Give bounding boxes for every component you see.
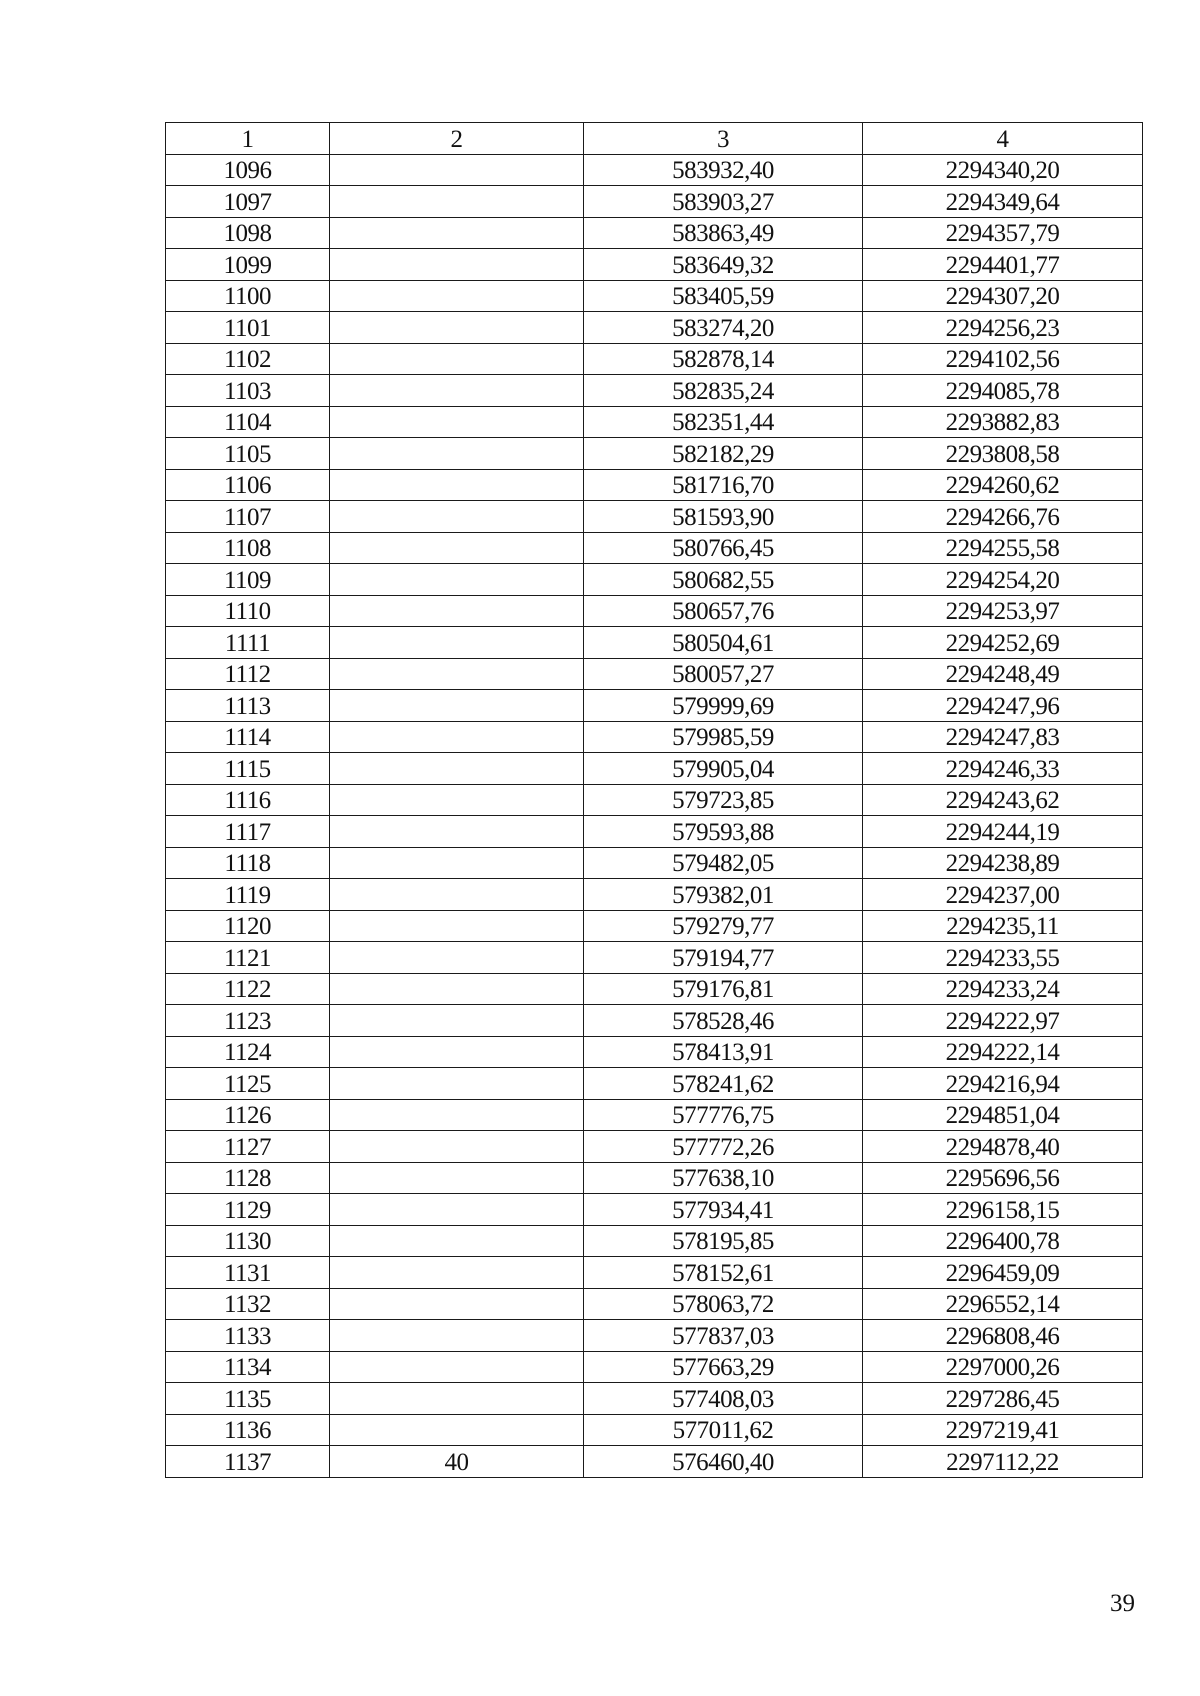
table-row: [166, 753, 1143, 785]
table-row: [166, 847, 1143, 879]
x-coordinate-cell: 578241,62: [584, 1068, 863, 1100]
x-coordinate-cell: 582182,29: [584, 438, 863, 470]
x-coordinate-cell: 578152,61: [584, 1257, 863, 1289]
column-2-cell: [330, 438, 584, 470]
y-coordinate-cell: 2294254,20: [863, 564, 1143, 596]
column-2-cell: [330, 1036, 584, 1068]
y-coordinate-cell: 2297286,45: [863, 1383, 1143, 1415]
x-coordinate-cell: 579279,77: [584, 910, 863, 942]
x-coordinate-cell: 582351,44: [584, 406, 863, 438]
column-2-cell: [330, 1257, 584, 1289]
table-row: [166, 501, 1143, 533]
point-number-cell: 1118: [166, 847, 330, 879]
page-number: 39: [1110, 1590, 1135, 1617]
table-row: [166, 343, 1143, 375]
y-coordinate-cell: 2294260,62: [863, 469, 1143, 501]
x-coordinate-cell: 577837,03: [584, 1320, 863, 1352]
table-row: [166, 438, 1143, 470]
x-coordinate-cell: 583932,40: [584, 154, 863, 186]
point-number-cell: 1128: [166, 1162, 330, 1194]
y-coordinate-cell: 2295696,56: [863, 1162, 1143, 1194]
y-coordinate-cell: 2294253,97: [863, 595, 1143, 627]
x-coordinate-cell: 578413,91: [584, 1036, 863, 1068]
y-coordinate-cell: 2296400,78: [863, 1225, 1143, 1257]
x-coordinate-cell: 577638,10: [584, 1162, 863, 1194]
point-number-cell: 1106: [166, 469, 330, 501]
point-number-cell: 1111: [166, 627, 330, 659]
table-row: [166, 564, 1143, 596]
point-number-cell: 1100: [166, 280, 330, 312]
point-number-cell: 1110: [166, 595, 330, 627]
point-number-cell: 1124: [166, 1036, 330, 1068]
x-coordinate-cell: 577772,26: [584, 1131, 863, 1163]
table-row: [166, 249, 1143, 281]
x-coordinate-cell: 577408,03: [584, 1383, 863, 1415]
y-coordinate-cell: 2294401,77: [863, 249, 1143, 281]
x-coordinate-cell: 580766,45: [584, 532, 863, 564]
table-row: [166, 186, 1143, 218]
column-2-cell: [330, 753, 584, 785]
x-coordinate-cell: 576460,40: [584, 1446, 863, 1478]
table-row: [166, 595, 1143, 627]
x-coordinate-cell: 579482,05: [584, 847, 863, 879]
table-row: [166, 1351, 1143, 1383]
table-row: [166, 690, 1143, 722]
column-header-3: 3: [584, 123, 863, 155]
point-number-cell: 1098: [166, 217, 330, 249]
point-number-cell: 1130: [166, 1225, 330, 1257]
table-row: [166, 879, 1143, 911]
column-2-cell: [330, 469, 584, 501]
y-coordinate-cell: 2297219,41: [863, 1414, 1143, 1446]
point-number-cell: 1119: [166, 879, 330, 911]
table-row: [166, 1005, 1143, 1037]
table-row: [166, 1257, 1143, 1289]
point-number-cell: 1129: [166, 1194, 330, 1226]
y-coordinate-cell: 2294340,20: [863, 154, 1143, 186]
point-number-cell: 1103: [166, 375, 330, 407]
y-coordinate-cell: 2294222,14: [863, 1036, 1143, 1068]
table-body: [166, 154, 1143, 1477]
point-number-cell: 1134: [166, 1351, 330, 1383]
y-coordinate-cell: 2294349,64: [863, 186, 1143, 218]
x-coordinate-cell: 581716,70: [584, 469, 863, 501]
table-row: [166, 1194, 1143, 1226]
y-coordinate-cell: 2297112,22: [863, 1446, 1143, 1478]
table-row: [166, 1099, 1143, 1131]
y-coordinate-cell: 2294247,83: [863, 721, 1143, 753]
y-coordinate-cell: 2296459,09: [863, 1257, 1143, 1289]
table-row: [166, 217, 1143, 249]
column-2-cell: [330, 532, 584, 564]
y-coordinate-cell: 2294235,11: [863, 910, 1143, 942]
y-coordinate-cell: 2294102,56: [863, 343, 1143, 375]
y-coordinate-cell: 2294252,69: [863, 627, 1143, 659]
point-number-cell: 1125: [166, 1068, 330, 1100]
table-row: [166, 1414, 1143, 1446]
column-2-cell: [330, 343, 584, 375]
point-number-cell: 1097: [166, 186, 330, 218]
x-coordinate-cell: 580682,55: [584, 564, 863, 596]
coordinates-table: [165, 122, 1143, 1478]
y-coordinate-cell: 2294851,04: [863, 1099, 1143, 1131]
y-coordinate-cell: 2296552,14: [863, 1288, 1143, 1320]
column-2-cell: [330, 1383, 584, 1415]
column-2-cell: [330, 375, 584, 407]
x-coordinate-cell: 579194,77: [584, 942, 863, 974]
table-row: [166, 658, 1143, 690]
table-row: [166, 406, 1143, 438]
point-number-cell: 1135: [166, 1383, 330, 1415]
column-2-cell: [330, 1162, 584, 1194]
column-2-cell: [330, 186, 584, 218]
y-coordinate-cell: 2294238,89: [863, 847, 1143, 879]
point-number-cell: 1112: [166, 658, 330, 690]
x-coordinate-cell: 580057,27: [584, 658, 863, 690]
y-coordinate-cell: 2297000,26: [863, 1351, 1143, 1383]
column-header-2: 2: [330, 123, 584, 155]
point-number-cell: 1132: [166, 1288, 330, 1320]
y-coordinate-cell: 2296158,15: [863, 1194, 1143, 1226]
x-coordinate-cell: 583405,59: [584, 280, 863, 312]
table-row: [166, 532, 1143, 564]
y-coordinate-cell: 2294237,00: [863, 879, 1143, 911]
point-number-cell: 1136: [166, 1414, 330, 1446]
point-number-cell: 1127: [166, 1131, 330, 1163]
table-row: [166, 1162, 1143, 1194]
point-number-cell: 1126: [166, 1099, 330, 1131]
point-number-cell: 1096: [166, 154, 330, 186]
y-coordinate-cell: 2293882,83: [863, 406, 1143, 438]
table-row: [166, 1288, 1143, 1320]
point-number-cell: 1107: [166, 501, 330, 533]
column-2-cell: [330, 784, 584, 816]
table-row: [166, 1036, 1143, 1068]
column-2-cell: [330, 690, 584, 722]
point-number-cell: 1120: [166, 910, 330, 942]
y-coordinate-cell: 2294256,23: [863, 312, 1143, 344]
column-2-cell: [330, 847, 584, 879]
column-2-cell: [330, 1131, 584, 1163]
point-number-cell: 1115: [166, 753, 330, 785]
table-row: [166, 973, 1143, 1005]
y-coordinate-cell: 2294266,76: [863, 501, 1143, 533]
column-2-cell: [330, 1351, 584, 1383]
y-coordinate-cell: 2294246,33: [863, 753, 1143, 785]
x-coordinate-cell: 577934,41: [584, 1194, 863, 1226]
column-2-cell: [330, 280, 584, 312]
table-row: [166, 816, 1143, 848]
column-2-cell: [330, 879, 584, 911]
x-coordinate-cell: 583863,49: [584, 217, 863, 249]
column-2-cell: [330, 1194, 584, 1226]
x-coordinate-cell: 578528,46: [584, 1005, 863, 1037]
point-number-cell: 1104: [166, 406, 330, 438]
table-header-row: [166, 123, 1143, 155]
y-coordinate-cell: 2294233,24: [863, 973, 1143, 1005]
table-row: [166, 1225, 1143, 1257]
x-coordinate-cell: 578063,72: [584, 1288, 863, 1320]
x-coordinate-cell: 579985,59: [584, 721, 863, 753]
x-coordinate-cell: 579723,85: [584, 784, 863, 816]
point-number-cell: 1123: [166, 1005, 330, 1037]
table-row: [166, 312, 1143, 344]
table-row: [166, 1320, 1143, 1352]
column-2-cell: [330, 721, 584, 753]
column-2-cell: [330, 1414, 584, 1446]
table-row: [166, 910, 1143, 942]
y-coordinate-cell: 2294244,19: [863, 816, 1143, 848]
y-coordinate-cell: 2294233,55: [863, 942, 1143, 974]
point-number-cell: 1131: [166, 1257, 330, 1289]
point-number-cell: 1109: [166, 564, 330, 596]
x-coordinate-cell: 583649,32: [584, 249, 863, 281]
table-row: [166, 1131, 1143, 1163]
column-2-cell: [330, 973, 584, 1005]
column-2-cell: [330, 1288, 584, 1320]
column-2-cell: [330, 658, 584, 690]
x-coordinate-cell: 578195,85: [584, 1225, 863, 1257]
point-number-cell: 1113: [166, 690, 330, 722]
point-number-cell: 1114: [166, 721, 330, 753]
column-2-cell: [330, 1068, 584, 1100]
table-row: [166, 721, 1143, 753]
column-2-cell: [330, 312, 584, 344]
table-row: [166, 784, 1143, 816]
x-coordinate-cell: 582835,24: [584, 375, 863, 407]
y-coordinate-cell: 2294248,49: [863, 658, 1143, 690]
y-coordinate-cell: 2294307,20: [863, 280, 1143, 312]
y-coordinate-cell: 2294085,78: [863, 375, 1143, 407]
table-row: [166, 1446, 1143, 1478]
point-number-cell: 1101: [166, 312, 330, 344]
y-coordinate-cell: 2293808,58: [863, 438, 1143, 470]
column-2-cell: [330, 406, 584, 438]
x-coordinate-cell: 581593,90: [584, 501, 863, 533]
point-number-cell: 1117: [166, 816, 330, 848]
table-row: [166, 627, 1143, 659]
point-number-cell: 1137: [166, 1446, 330, 1478]
x-coordinate-cell: 582878,14: [584, 343, 863, 375]
y-coordinate-cell: 2294222,97: [863, 1005, 1143, 1037]
x-coordinate-cell: 583274,20: [584, 312, 863, 344]
y-coordinate-cell: 2294357,79: [863, 217, 1143, 249]
point-number-cell: 1099: [166, 249, 330, 281]
column-2-cell: [330, 501, 584, 533]
x-coordinate-cell: 577776,75: [584, 1099, 863, 1131]
column-2-cell: [330, 942, 584, 974]
x-coordinate-cell: 579176,81: [584, 973, 863, 1005]
y-coordinate-cell: 2294878,40: [863, 1131, 1143, 1163]
point-number-cell: 1122: [166, 973, 330, 1005]
column-2-cell: [330, 910, 584, 942]
y-coordinate-cell: 2294255,58: [863, 532, 1143, 564]
column-2-cell: [330, 1320, 584, 1352]
point-number-cell: 1121: [166, 942, 330, 974]
column-header-1: 1: [166, 123, 330, 155]
y-coordinate-cell: 2294247,96: [863, 690, 1143, 722]
x-coordinate-cell: 579999,69: [584, 690, 863, 722]
column-header-4: 4: [863, 123, 1143, 155]
table-row: [166, 1383, 1143, 1415]
column-2-cell: [330, 595, 584, 627]
table-row: [166, 154, 1143, 186]
point-number-cell: 1133: [166, 1320, 330, 1352]
column-2-cell: 40: [330, 1446, 584, 1478]
column-2-cell: [330, 627, 584, 659]
x-coordinate-cell: 577011,62: [584, 1414, 863, 1446]
table-row: [166, 942, 1143, 974]
column-2-cell: [330, 1099, 584, 1131]
x-coordinate-cell: 579905,04: [584, 753, 863, 785]
table-row: [166, 469, 1143, 501]
x-coordinate-cell: 579382,01: [584, 879, 863, 911]
table-row: [166, 280, 1143, 312]
table-row: [166, 375, 1143, 407]
point-number-cell: 1102: [166, 343, 330, 375]
column-2-cell: [330, 217, 584, 249]
x-coordinate-cell: 580504,61: [584, 627, 863, 659]
point-number-cell: 1105: [166, 438, 330, 470]
x-coordinate-cell: 583903,27: [584, 186, 863, 218]
point-number-cell: 1108: [166, 532, 330, 564]
point-number-cell: 1116: [166, 784, 330, 816]
table-row: [166, 1068, 1143, 1100]
column-2-cell: [330, 154, 584, 186]
y-coordinate-cell: 2294216,94: [863, 1068, 1143, 1100]
column-2-cell: [330, 1225, 584, 1257]
column-2-cell: [330, 1005, 584, 1037]
column-2-cell: [330, 816, 584, 848]
y-coordinate-cell: 2296808,46: [863, 1320, 1143, 1352]
y-coordinate-cell: 2294243,62: [863, 784, 1143, 816]
x-coordinate-cell: 577663,29: [584, 1351, 863, 1383]
x-coordinate-cell: 579593,88: [584, 816, 863, 848]
x-coordinate-cell: 580657,76: [584, 595, 863, 627]
column-2-cell: [330, 564, 584, 596]
column-2-cell: [330, 249, 584, 281]
